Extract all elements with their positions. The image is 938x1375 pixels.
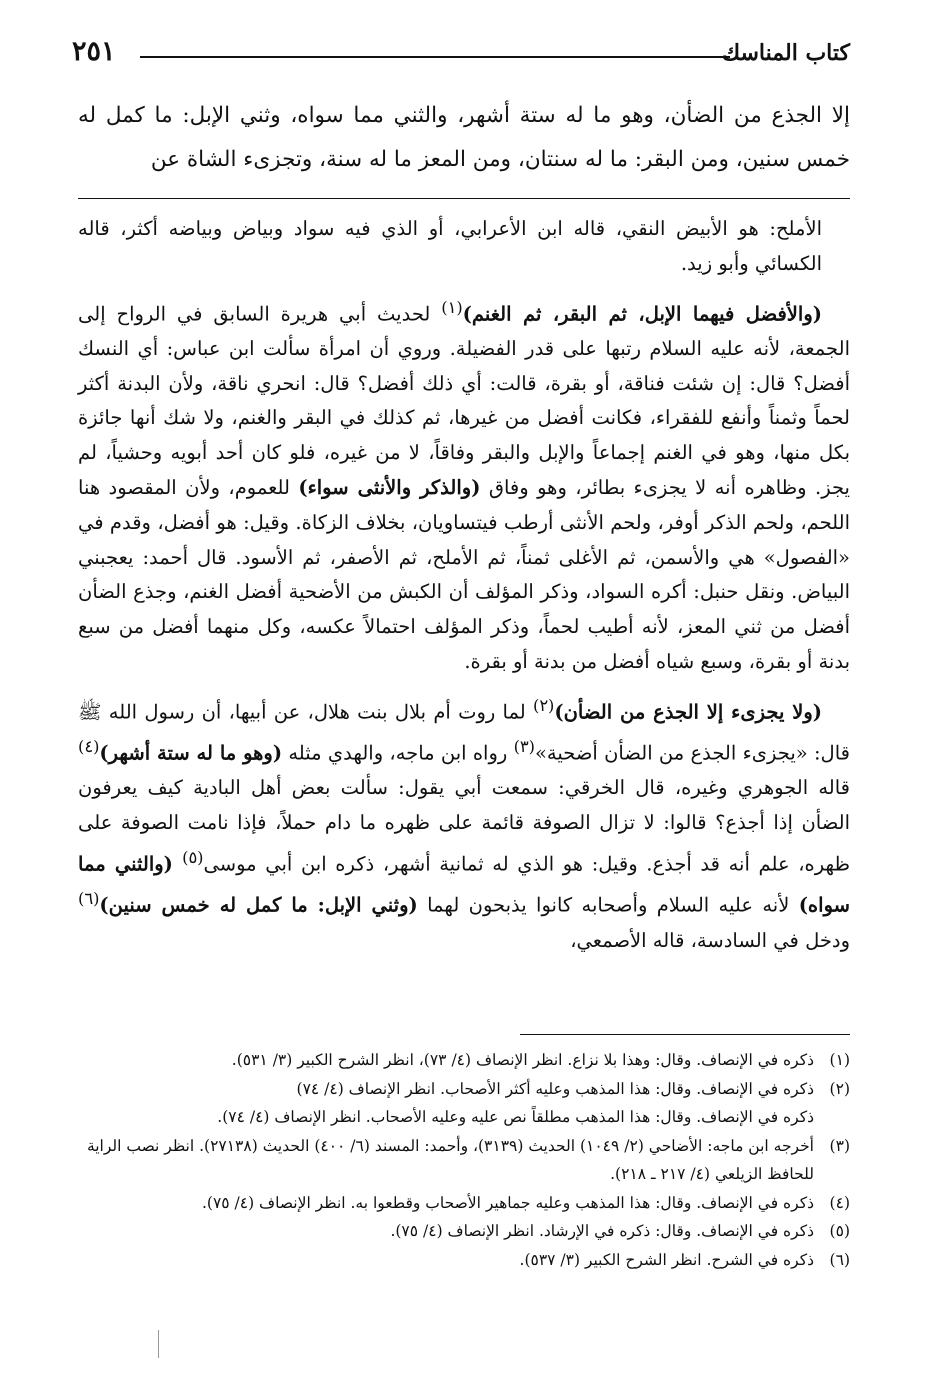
footnotes-divider [520,1034,850,1035]
commentary-text: ودخل في السادسة، قاله الأصمعي، [570,928,850,952]
commentary-text: لحديث أبي هريرة السابق في الرواح إلى الجمعة، لأنه عليه السلام رتبها على قدر الفضيلة. وروي أن امرأة سألت ابن عباس: أي النسك أفضل؟ قال: إن شئت فناقة، أو بقرة، قالت: أي ذلك أفضل؟ قال: انحري ناقة، ولأن البدنة أكثر لحماً وثمناً وأنفع للفقراء، فكانت أفضل من غيرها، ثم كذلك في البقر والغنم، ولا شك أنها جائزة بكل منها، وهو في الغنم إجماعاً والإبل والبقر وفاقاً، لا من غيره، فلو كان أحد أبويه وحشياً، لم يجز. وظاهره أنه لا يجزىء بطائر، وهو وفاق [78,302,850,500]
footnote-text: أخرجه ابن ماجه: الأضاحي (٢/ ١٠٤٩) الحديث (٣١٣٩)، وأحمد: المسند (٦/ ٤٠٠) الحديث (٢٧١٣٨). انظر نصب الراية للحافظ الزيلعي (٤/ ٢١٧ ـ ٢١٨). [86,1136,814,1183]
footnote-ref: (٣) [513,737,535,757]
commentary-text: لأنه عليه السلام وأصحابه كانوا يذبحون لهما [417,893,799,917]
footnote [78,1217,850,1246]
footnote [78,1075,850,1104]
footnote-text: ذكره في الإنصاف. وقال: هذا المذهب وعليه جماهير الأصحاب وقطعوا به. انظر الإنصاف (٤/ ٧٥). [201,1193,814,1212]
footnote [78,1046,850,1075]
footnote [78,1132,850,1189]
footnote-ref: (٢) [532,695,555,715]
footnote-text: ذكره في الإنصاف. وقال: وهذا بلا نزاع. انظر الإنصاف (٤/ ٧٣)، انظر الشرح الكبير (٣/ ٥٣١). [231,1051,814,1069]
page-number: ٢٥١ [72,36,116,67]
commentary-text: الأملح: هو الأبيض النقي، قاله ابن الأعرابي، أو الذي فيه سواد وبياض وبياضه أكثر، قاله الكسائي وأبو زيد. [78,217,822,275]
quoted-matn: (وثني الإبل: ما كمل له خمس سنين) [99,893,418,917]
footnote-ref: (٤) [78,737,100,757]
footnotes [78,1046,850,1274]
footnote-ref: (٥) [182,848,204,868]
matn-divider [78,198,850,199]
quoted-matn: (والثني مما سواه) [78,852,850,917]
commentary-text: لما روت أم بلال بنت هلال، عن أبيها، أن رسول الله ﷺ قال: «يجزىء الجذع من الضأن أضحية» [78,700,850,765]
commentary-text: رواه ابن ماجه، والهدي مثله [282,741,514,765]
footnote-ref: (٦) [78,889,100,909]
footnote-ref: (١) [441,297,463,317]
book-title: كتاب المناسك [721,40,850,66]
footnote-text: ذكره في الشرح. انظر الشرح الكبير (٣/ ٥٣٧). [519,1250,814,1269]
footnote-number: (٤) [829,1193,850,1212]
quoted-matn: (ولا يجزىء إلا الجذع من الضأن) [554,700,822,724]
quoted-matn: (وهو ما له ستة أشهر) [99,741,283,765]
footnote [78,1246,850,1275]
footnote-number: (١) [829,1051,850,1069]
footnote-text: ذكره في الإنصاف. وقال: ذكره في الإرشاد. انظر الإنصاف (٤/ ٧٥). [390,1222,814,1240]
footnote-number: (٢) [829,1079,850,1098]
footnote [78,1103,850,1132]
footnote-text: ذكره في الإنصاف. وقال: هذا المذهب مطلقاً نص عليه وعليه الأصحاب. انظر الإنصاف (٤/ ٧٤). [217,1108,814,1126]
commentary-paragraph-3 [78,689,850,959]
header-rule [140,56,730,58]
quoted-matn: (والذكر والأنثى سواء) [298,476,481,500]
commentary [78,212,850,967]
commentary-paragraph-1 [78,212,850,282]
quoted-matn: (والأفضل فيهما الإبل، ثم البقر، ثم الغنم) [462,302,822,326]
footnote-number: (٣) [829,1136,850,1155]
footnote-number: (٥) [829,1222,850,1240]
margin-mark [158,1330,159,1358]
footnote [78,1189,850,1218]
commentary-text: قاله الجوهري وغيره، قال الخرقي: سمعت أبي يقول: سألت بعض أهل البادية كيف يعرفون الضأن إذا أجذع؟ قالوا: لا تزال الصوفة قائمة على ظهره ما دام حملاً، فإذا نامت الصوفة على ظهره، علم أنه قد أجذع. وقيل: هو الذي له ثمانية أشهر، ذكره ابن أبي موسى [78,776,850,876]
commentary-paragraph-2 [78,291,850,680]
footnote-text: ذكره في الإنصاف. وقال: هذا المذهب وعليه أكثر الأصحاب. انظر الإنصاف (٤/ ٧٤) [296,1079,814,1098]
page-header [72,36,850,76]
matn-text: إلا الجذع من الضأن، وهو ما له ستة أشهر، والثني مما سواه، وثني الإبل: ما كمل له خمس سنين، ومن البقر: ما له سنتان، ومن المعز ما له سنة، وتجزىء الشاة عن [78,103,850,172]
commentary-text: للعموم، ولأن المقصود هنا اللحم، ولحم الذكر أوفر، ولحم الأنثى أرطب فيتساويان، بخلاف الزكاة. وقيل: هو أفضل، وقدم في «الفصول» هي والأسمن، ثم الأغلى ثمناً، ثم الأملح، ثم الأصفر، ثم الأسود. قال أحمد: يعجبني البياض. ونقل حنبل: أكره السواد، وذكر المؤلف أن الكبش من الأضحية أفضل الغنم، وجذع الضأن أفضل من ثني المعز، لأنه أطيب لحماً، وذكر المؤلف احتمالاً عكسه، وكل منهما أفضل من سبع بدنة أو بقرة، وسبع شياه أفضل من بدنة أو بقرة. [78,476,850,674]
footnote-number: (٦) [829,1250,850,1269]
